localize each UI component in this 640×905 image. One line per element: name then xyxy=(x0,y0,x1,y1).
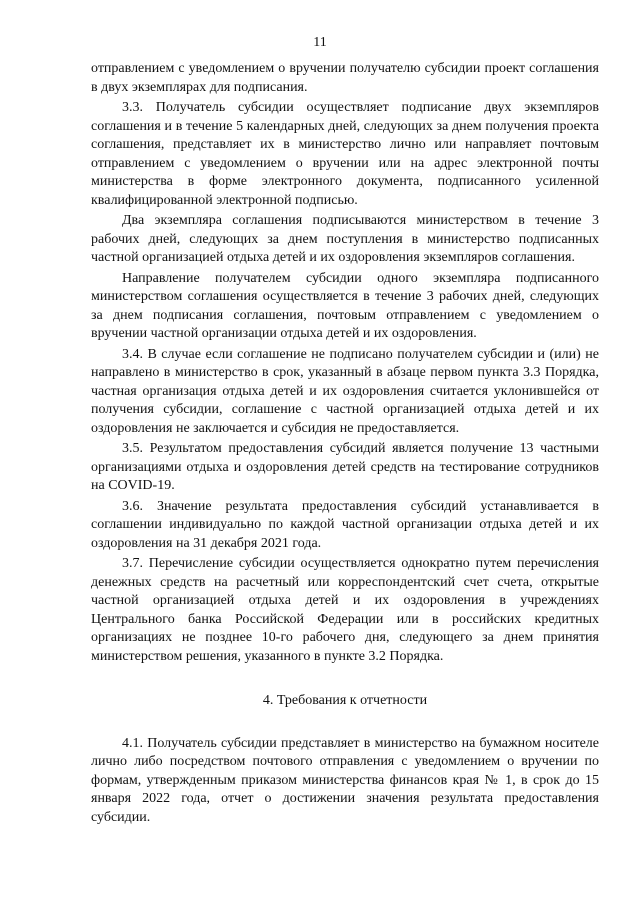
paragraph-continuation: отправлением с уведомлением о вручении получателю субсидии проект соглашения в двух экземплярах для подписания. xyxy=(91,61,599,95)
paragraph-3-6: 3.6. Значение результата предоставления субсидий устанавливается в соглашении индивидуально по каждой частной организации отдыха детей и их оздоровления на 31 декабря 2021 года. xyxy=(91,498,599,551)
paragraph-signing-ministry: Два экземпляра соглашения подписываются министерством в течение 3 рабочих дней, следующих за днем поступления в министерство подписанных частной организацией отдыха детей и их оздоровления экземпляров соглашения. xyxy=(91,213,599,265)
section-title: 4. Требования к отчетности xyxy=(262,693,428,708)
paragraph-3-3: 3.3. Получатель субсидии осуществляет подписание двух экземпляров соглашения и в течение 5 календарных дней, следующих за днем получения проекта соглашения, представляет их в министерство лично или направляет почтовым отправлением с уведомлением о вручении или на адрес электронной почты министерства в форме электронного документа, подписанного усиленной квалифицированной электронной подписью. xyxy=(91,100,599,208)
paragraph-4-1: 4.1. Получатель субсидии представляет в министерство на бумажном носителе лично либо посредством почтового отправления с уведомлением о вручении по формам, утвержденным приказом министерства финансов края № 1, в срок до 15 января 2022 года, отчет о достижении значения результата предоставления субсидии. xyxy=(91,735,599,825)
paragraph-3-4: 3.4. В случае если соглашение не подписано получателем субсидии и (или) не направлено в министерство в срок, указанный в абзаце первом пункта 3.3 Порядка, частная организация отдыха детей и их оздоровления считается уклонившейся от получения субсидии, соглашение с частной организацией отдыха детей и их оздоровления не заключается и субсидия не предоставляется. xyxy=(91,346,599,436)
page-number: 11 xyxy=(313,35,327,50)
paragraph-sending-copy: Направление получателем субсидии одного экземпляра подписанного министерством соглашения осуществляется в течение 3 рабочих дней, следующих за днем подписания соглашения, почтовым отправлением с уведомлением о вручении частной организации отдыха детей и их оздоровления. xyxy=(91,270,599,341)
document-body xyxy=(91,60,599,827)
paragraph-3-5: 3.5. Результатом предоставления субсидий является получение 13 частными организациями отдыха и оздоровления детей средств на тестирование сотрудников на COVID-19. xyxy=(91,441,599,493)
paragraph-3-7: 3.7. Перечисление субсидии осуществляется однократно путем перечисления денежных средств на расчетный или корреспондентский счет счета, открытые частной организацией отдыха детей и их оздоровления в учреждениях Центрального банка Российской Федерации или в российских кредитных организациях не позднее 10-го рабочего дня, следующего за днем принятия министерством решения, указанного в пункте 3.2 Порядка. xyxy=(91,556,599,664)
